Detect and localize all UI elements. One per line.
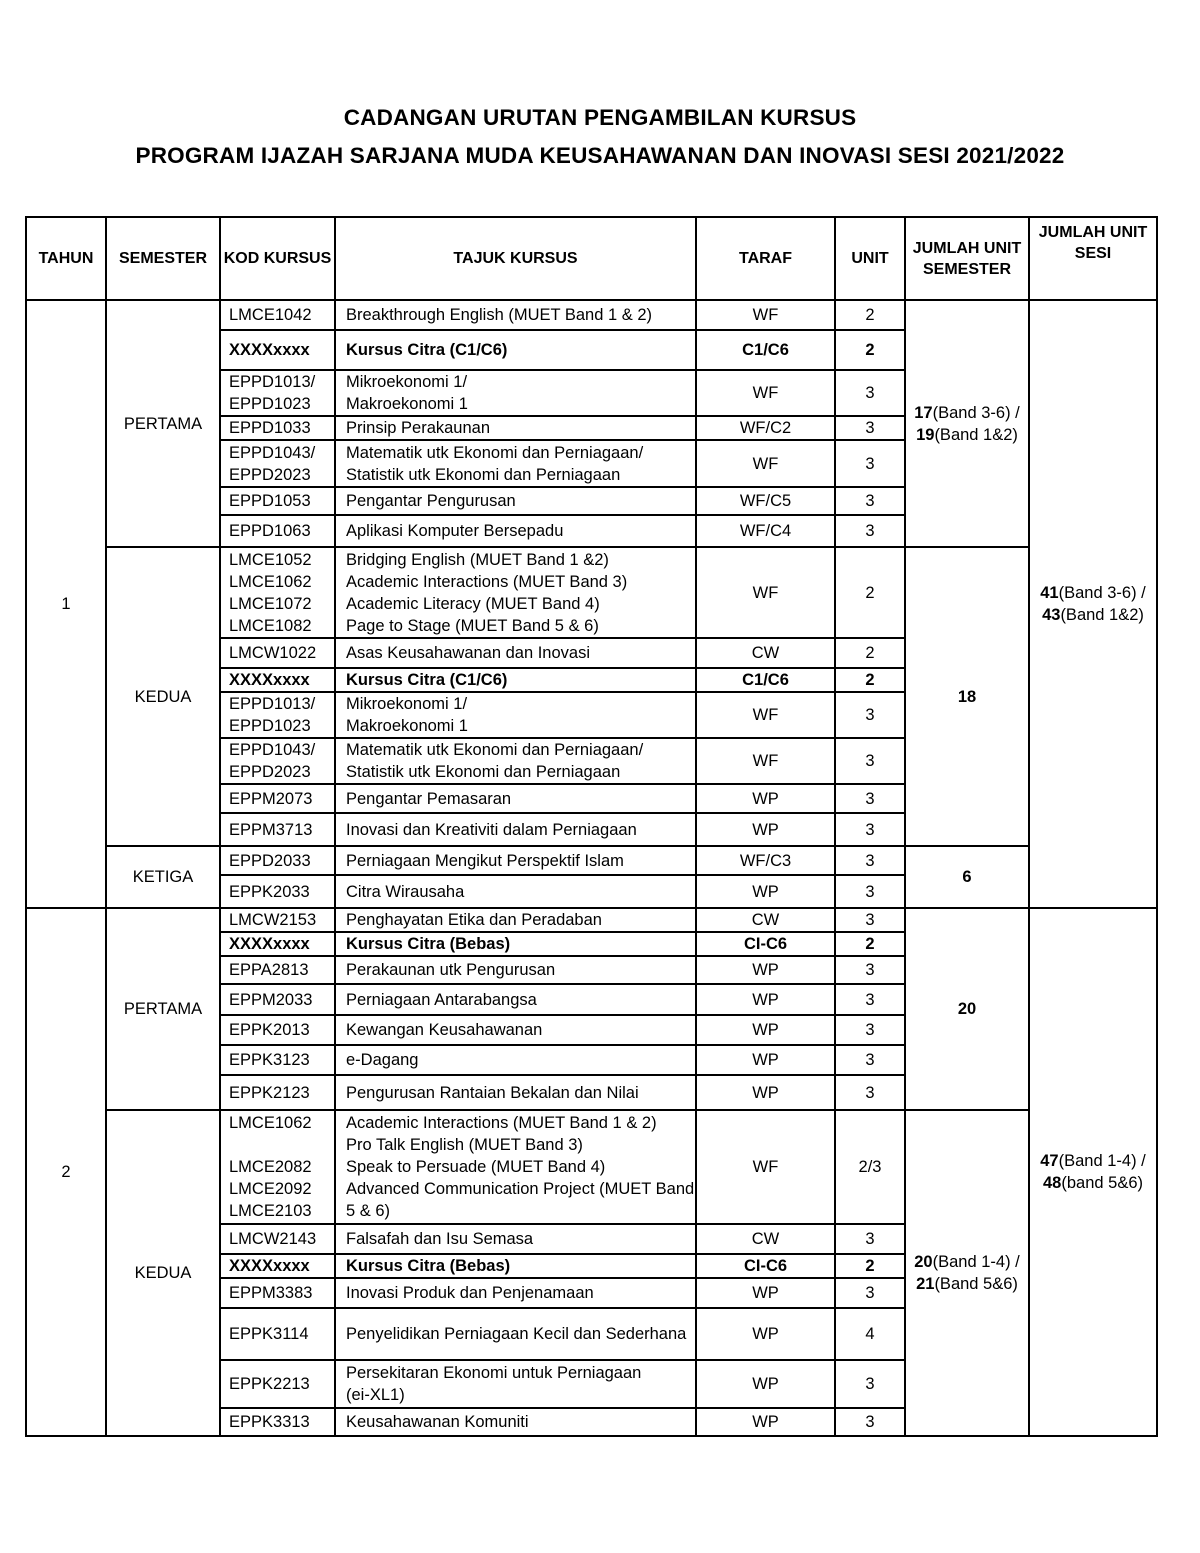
- session-total-units: 47(Band 1-4) / 48(band 5&6): [1029, 908, 1157, 1436]
- course-title: Kursus Citra (Bebas): [335, 932, 696, 956]
- course-taraf: WP: [696, 784, 835, 813]
- course-taraf: CI-C6: [696, 1254, 835, 1278]
- header-unit: UNIT: [835, 217, 905, 300]
- course-unit: 3: [835, 875, 905, 908]
- table-row: [26, 300, 1157, 330]
- course-unit: 3: [835, 370, 905, 416]
- course-taraf: C1/C6: [696, 668, 835, 692]
- course-code: LMCE1052 LMCE1062 LMCE1072 LMCE1082: [220, 547, 335, 638]
- course-title: Kewangan Keusahawanan: [335, 1015, 696, 1045]
- course-title: Inovasi dan Kreativiti dalam Perniagaan: [335, 813, 696, 846]
- course-unit: 3: [835, 1075, 905, 1110]
- course-title: Falsafah dan Isu Semasa: [335, 1224, 696, 1254]
- course-unit: 3: [835, 813, 905, 846]
- course-title: Pengurusan Rantaian Bekalan dan Nilai: [335, 1075, 696, 1110]
- course-code: EPPK2013: [220, 1015, 335, 1045]
- course-title: Kursus Citra (C1/C6): [335, 668, 696, 692]
- course-taraf: WF/C2: [696, 416, 835, 440]
- course-code: EPPK2033: [220, 875, 335, 908]
- header-taraf: TARAF: [696, 217, 835, 300]
- course-code: EPPD1063: [220, 515, 335, 547]
- course-unit: 3: [835, 515, 905, 547]
- course-unit: 3: [835, 1278, 905, 1308]
- course-unit: 2: [835, 330, 905, 370]
- course-code: EPPD1053: [220, 487, 335, 515]
- table-body: [26, 300, 1157, 1436]
- course-code: XXXXxxxx: [220, 330, 335, 370]
- course-code: EPPD1033: [220, 416, 335, 440]
- header-tajuk-kursus: TAJUK KURSUS: [335, 217, 696, 300]
- course-unit: 2: [835, 638, 905, 668]
- course-code: EPPM3713: [220, 813, 335, 846]
- header-tahun: TAHUN: [26, 217, 106, 300]
- course-taraf: WP: [696, 875, 835, 908]
- semester-cell: PERTAMA: [106, 908, 220, 1110]
- semester-cell: KEDUA: [106, 1110, 220, 1436]
- header-semester: SEMESTER: [106, 217, 220, 300]
- course-taraf: WF: [696, 738, 835, 784]
- course-title: Kursus Citra (C1/C6): [335, 330, 696, 370]
- course-taraf: WF: [696, 370, 835, 416]
- course-code: EPPK2213: [220, 1360, 335, 1408]
- course-code: XXXXxxxx: [220, 1254, 335, 1278]
- course-title: Bridging English (MUET Band 1 &2) Academic Interactions (MUET Band 3) Academic Literacy (MUET Band 4) Page to Stage (MUET Band 5 & 6): [335, 547, 696, 638]
- course-code: LMCW1022: [220, 638, 335, 668]
- course-code: EPPM2073: [220, 784, 335, 813]
- course-taraf: CW: [696, 638, 835, 668]
- table-row: [26, 908, 1157, 932]
- semester-cell: KETIGA: [106, 846, 220, 908]
- course-title: Pengantar Pengurusan: [335, 487, 696, 515]
- course-unit: 3: [835, 984, 905, 1015]
- course-unit: 3: [835, 738, 905, 784]
- course-taraf: WF/C4: [696, 515, 835, 547]
- course-unit: 2/3: [835, 1110, 905, 1224]
- course-taraf: WF: [696, 300, 835, 330]
- course-title: Mikroekonomi 1/ Makroekonomi 1: [335, 692, 696, 738]
- course-taraf: CI-C6: [696, 932, 835, 956]
- course-title: Penghayatan Etika dan Peradaban: [335, 908, 696, 932]
- semester-total-units: 20(Band 1-4) / 21(Band 5&6): [905, 1110, 1029, 1436]
- course-taraf: WP: [696, 1278, 835, 1308]
- course-code: EPPM3383: [220, 1278, 335, 1308]
- course-taraf: WP: [696, 1408, 835, 1436]
- course-code: EPPK3123: [220, 1045, 335, 1075]
- semester-total-units: 6: [905, 846, 1029, 908]
- course-unit: 2: [835, 932, 905, 956]
- document-subtitle: PROGRAM IJAZAH SARJANA MUDA KEUSAHAWANAN DAN INOVASI SESI 2021/2022: [135, 143, 1065, 168]
- course-taraf: WF/C5: [696, 487, 835, 515]
- course-unit: 2: [835, 1254, 905, 1278]
- course-taraf: WF: [696, 1110, 835, 1224]
- course-unit: 2: [835, 300, 905, 330]
- course-taraf: WP: [696, 1015, 835, 1045]
- semester-cell: KEDUA: [106, 547, 220, 846]
- course-taraf: WP: [696, 1045, 835, 1075]
- course-taraf: WP: [696, 956, 835, 984]
- course-code: EPPD1013/ EPPD1023: [220, 370, 335, 416]
- course-unit: 3: [835, 1045, 905, 1075]
- course-sequence-table: [25, 216, 1158, 1437]
- session-total-units: 41(Band 3-6) / 43(Band 1&2): [1029, 300, 1157, 908]
- course-unit: 4: [835, 1308, 905, 1360]
- course-title: e-Dagang: [335, 1045, 696, 1075]
- course-unit: 3: [835, 1224, 905, 1254]
- course-unit: 3: [835, 487, 905, 515]
- course-unit: 3: [835, 440, 905, 487]
- course-title: Persekitaran Ekonomi untuk Perniagaan (ei-XL1): [335, 1360, 696, 1408]
- course-taraf: WF/C3: [696, 846, 835, 875]
- course-title: Citra Wirausaha: [335, 875, 696, 908]
- course-unit: 3: [835, 416, 905, 440]
- course-taraf: CW: [696, 908, 835, 932]
- course-title: Aplikasi Komputer Bersepadu: [335, 515, 696, 547]
- course-code: EPPA2813: [220, 956, 335, 984]
- semester-total-units: 20: [905, 908, 1029, 1110]
- course-title: Pengantar Pemasaran: [335, 784, 696, 813]
- course-taraf: WP: [696, 813, 835, 846]
- table-row: [26, 1110, 1157, 1224]
- header-jumlah-unit-semester: JUMLAH UNIT SEMESTER: [905, 217, 1029, 300]
- course-title: Matematik utk Ekonomi dan Perniagaan/ Statistik utk Ekonomi dan Perniagaan: [335, 738, 696, 784]
- course-title: Perniagaan Mengikut Perspektif Islam: [335, 846, 696, 875]
- course-taraf: WF: [696, 692, 835, 738]
- course-unit: 3: [835, 784, 905, 813]
- course-unit: 2: [835, 547, 905, 638]
- course-title: Kursus Citra (Bebas): [335, 1254, 696, 1278]
- course-unit: 3: [835, 1015, 905, 1045]
- course-code: XXXXxxxx: [220, 932, 335, 956]
- course-code: EPPD1013/ EPPD1023: [220, 692, 335, 738]
- table-row: [26, 846, 1157, 875]
- semester-total-units: 18: [905, 547, 1029, 846]
- course-title: Asas Keusahawanan dan Inovasi: [335, 638, 696, 668]
- course-code: EPPD1043/ EPPD2023: [220, 440, 335, 487]
- course-taraf: CW: [696, 1224, 835, 1254]
- course-taraf: WF: [696, 547, 835, 638]
- course-code: EPPD2033: [220, 846, 335, 875]
- year-cell: 1: [26, 300, 106, 908]
- course-title: Mikroekonomi 1/ Makroekonomi 1: [335, 370, 696, 416]
- semester-total-units: 17(Band 3-6) / 19(Band 1&2): [905, 300, 1029, 547]
- year-cell: 2: [26, 908, 106, 1436]
- course-code: XXXXxxxx: [220, 668, 335, 692]
- course-code: EPPK3114: [220, 1308, 335, 1360]
- course-unit: 3: [835, 956, 905, 984]
- table-row: [26, 547, 1157, 638]
- course-unit: 3: [835, 1360, 905, 1408]
- header-kod-kursus: KOD KURSUS: [220, 217, 335, 300]
- course-code: EPPM2033: [220, 984, 335, 1015]
- course-title: Matematik utk Ekonomi dan Perniagaan/ Statistik utk Ekonomi dan Perniagaan: [335, 440, 696, 487]
- course-taraf: WP: [696, 1360, 835, 1408]
- course-code: LMCE1062 LMCE2082 LMCE2092 LMCE2103: [220, 1110, 335, 1224]
- course-taraf: C1/C6: [696, 330, 835, 370]
- course-title: Perakaunan utk Pengurusan: [335, 956, 696, 984]
- course-unit: 3: [835, 1408, 905, 1436]
- course-code: EPPD1043/ EPPD2023: [220, 738, 335, 784]
- course-unit: 3: [835, 692, 905, 738]
- document-title: CADANGAN URUTAN PENGAMBILAN KURSUS: [343, 105, 857, 130]
- course-code: EPPK2123: [220, 1075, 335, 1110]
- course-code: EPPK3313: [220, 1408, 335, 1436]
- semester-cell: PERTAMA: [106, 300, 220, 547]
- course-taraf: WP: [696, 984, 835, 1015]
- course-code: LMCW2153: [220, 908, 335, 932]
- course-title: Perniagaan Antarabangsa: [335, 984, 696, 1015]
- course-title: Breakthrough English (MUET Band 1 & 2): [335, 300, 696, 330]
- course-title: Academic Interactions (MUET Band 1 & 2) Pro Talk English (MUET Band 3) Speak to Persuade (MUET Band 4) Advanced Communication Project (MUET Band 5 & 6): [335, 1110, 696, 1224]
- course-title: Keusahawanan Komuniti: [335, 1408, 696, 1436]
- course-taraf: WP: [696, 1075, 835, 1110]
- course-code: LMCW2143: [220, 1224, 335, 1254]
- course-title: Inovasi Produk dan Penjenamaan: [335, 1278, 696, 1308]
- header-jumlah-unit-sesi: JUMLAH UNIT SESI: [1029, 217, 1157, 300]
- course-taraf: WF: [696, 440, 835, 487]
- course-taraf: WP: [696, 1308, 835, 1360]
- course-unit: 3: [835, 846, 905, 875]
- course-unit: 3: [835, 908, 905, 932]
- course-title: Prinsip Perakaunan: [335, 416, 696, 440]
- course-code: LMCE1042: [220, 300, 335, 330]
- course-title: Penyelidikan Perniagaan Kecil dan Sederhana: [335, 1308, 696, 1360]
- course-unit: 2: [835, 668, 905, 692]
